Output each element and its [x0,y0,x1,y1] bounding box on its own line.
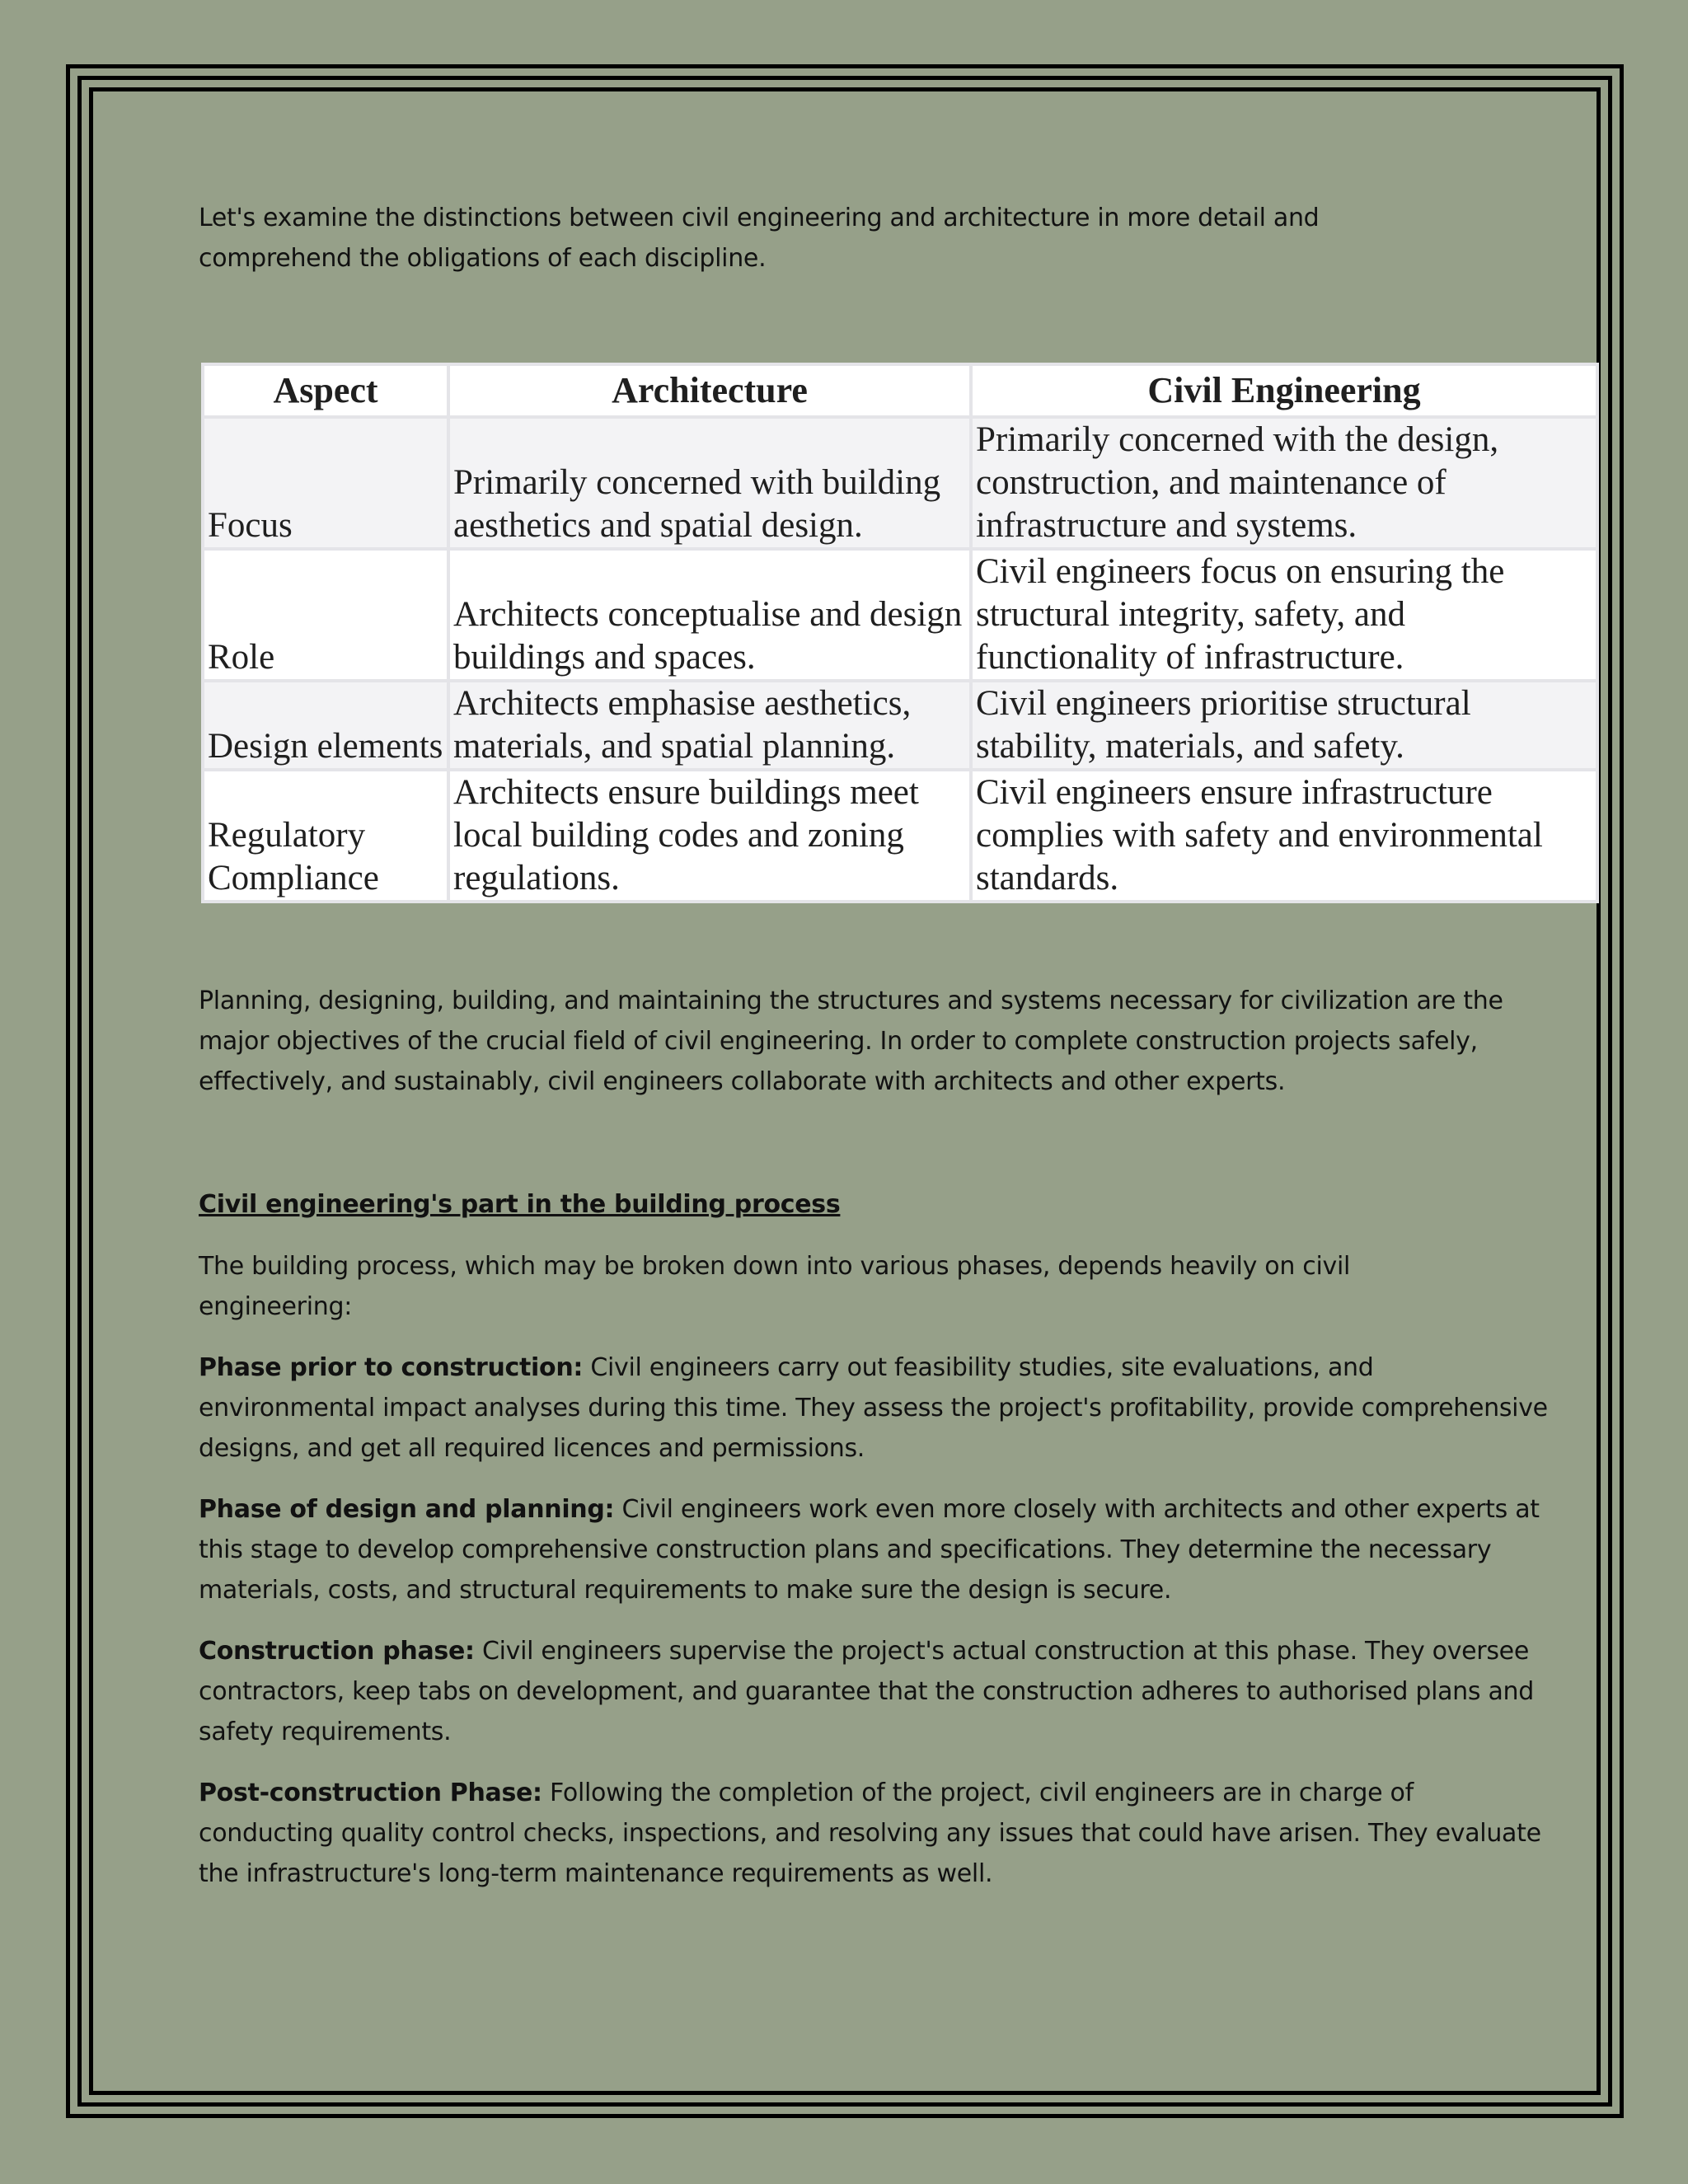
comparison-table [201,363,1599,903]
table-row [204,682,1596,768]
phase-paragraph [199,1347,1550,1469]
cell-aspect: Role [204,551,447,679]
cell-civil: Civil engineers focus on ensuring the structural integrity, safety, and functionality of infrastructure. [973,551,1596,679]
cell-aspect: Regulatory Compliance [204,771,447,900]
section-intro-paragraph: The building process, which may be broken down into various phases, depends heavily on civil engineering: [199,1252,1351,1321]
phase-paragraph [199,1489,1550,1610]
phase-text: Civil engineers work even more closely with architects and other experts at this stage to develop comprehensive construction plans and specifications. They determine the necessary materials, costs, and structural requirements to make sure the design is secure. [199,1495,1540,1605]
cell-aspect: Focus [204,419,447,547]
summary-block [199,981,1534,1102]
cell-architecture: Architects emphasise aesthetics, materials, and spatial planning. [450,682,969,768]
phase-text: Civil engineers supervise the project's actual construction at this phase. They oversee contractors, keep tabs on development, and guarantee that the construction adheres to authorised plans and safety requirements. [199,1637,1535,1746]
cell-architecture: Primarily concerned with building aesthetics and spatial design. [450,419,969,547]
table-row [204,551,1596,679]
intro-block [199,198,1484,279]
phase-text: Civil engineers carry out feasibility studies, site evaluations, and environmental impact analyses during this time. They assess the project's profitability, provide comprehensive designs, and get all required licences and permissions. [199,1353,1548,1463]
phase-title: Post-construction Phase: [199,1779,542,1807]
cell-aspect: Design elements [204,682,447,768]
table-header-row [204,366,1596,415]
phase-title: Phase of design and planning: [199,1495,615,1524]
table-row [204,771,1596,900]
intro-paragraph: Let's examine the distinctions between civil engineering and architecture in more detail and comprehend the obligations of each discipline. [199,204,1320,273]
phase-paragraph [199,1773,1550,1894]
phase-text: Following the completion of the project, civil engineers are in charge of conducting quality control checks, inspections, and resolving any issues that could have arisen. They evaluate the infrastructure's long-term maintenance requirements as well. [199,1779,1541,1888]
phase-title: Construction phase: [199,1637,475,1666]
phase-paragraph [199,1631,1550,1752]
phase-title: Phase prior to construction: [199,1353,584,1382]
cell-civil: Civil engineers prioritise structural stability, materials, and safety. [973,682,1596,768]
summary-paragraph: Planning, designing, building, and maintaining the structures and systems necessary for civilization are the major objectives of the crucial field of civil engineering. In order to complete construction projects safely, effectively, and sustainably, civil engineers collaborate with architects and other experts. [199,987,1503,1096]
header-aspect: Aspect [204,366,447,415]
header-architecture: Architecture [450,366,969,415]
cell-architecture: Architects conceptualise and design buildings and spaces. [450,551,969,679]
section-heading: Civil engineering's part in the building process [199,1190,841,1219]
cell-civil: Primarily concerned with the design, construction, and maintenance of infrastructure and systems. [973,419,1596,547]
header-civil-engineering: Civil Engineering [973,366,1596,415]
table-row [204,419,1596,547]
cell-architecture: Architects ensure buildings meet local building codes and zoning regulations. [450,771,969,900]
cell-civil: Civil engineers ensure infrastructure complies with safety and environmental standards. [973,771,1596,900]
phases-block [199,1246,1550,1915]
